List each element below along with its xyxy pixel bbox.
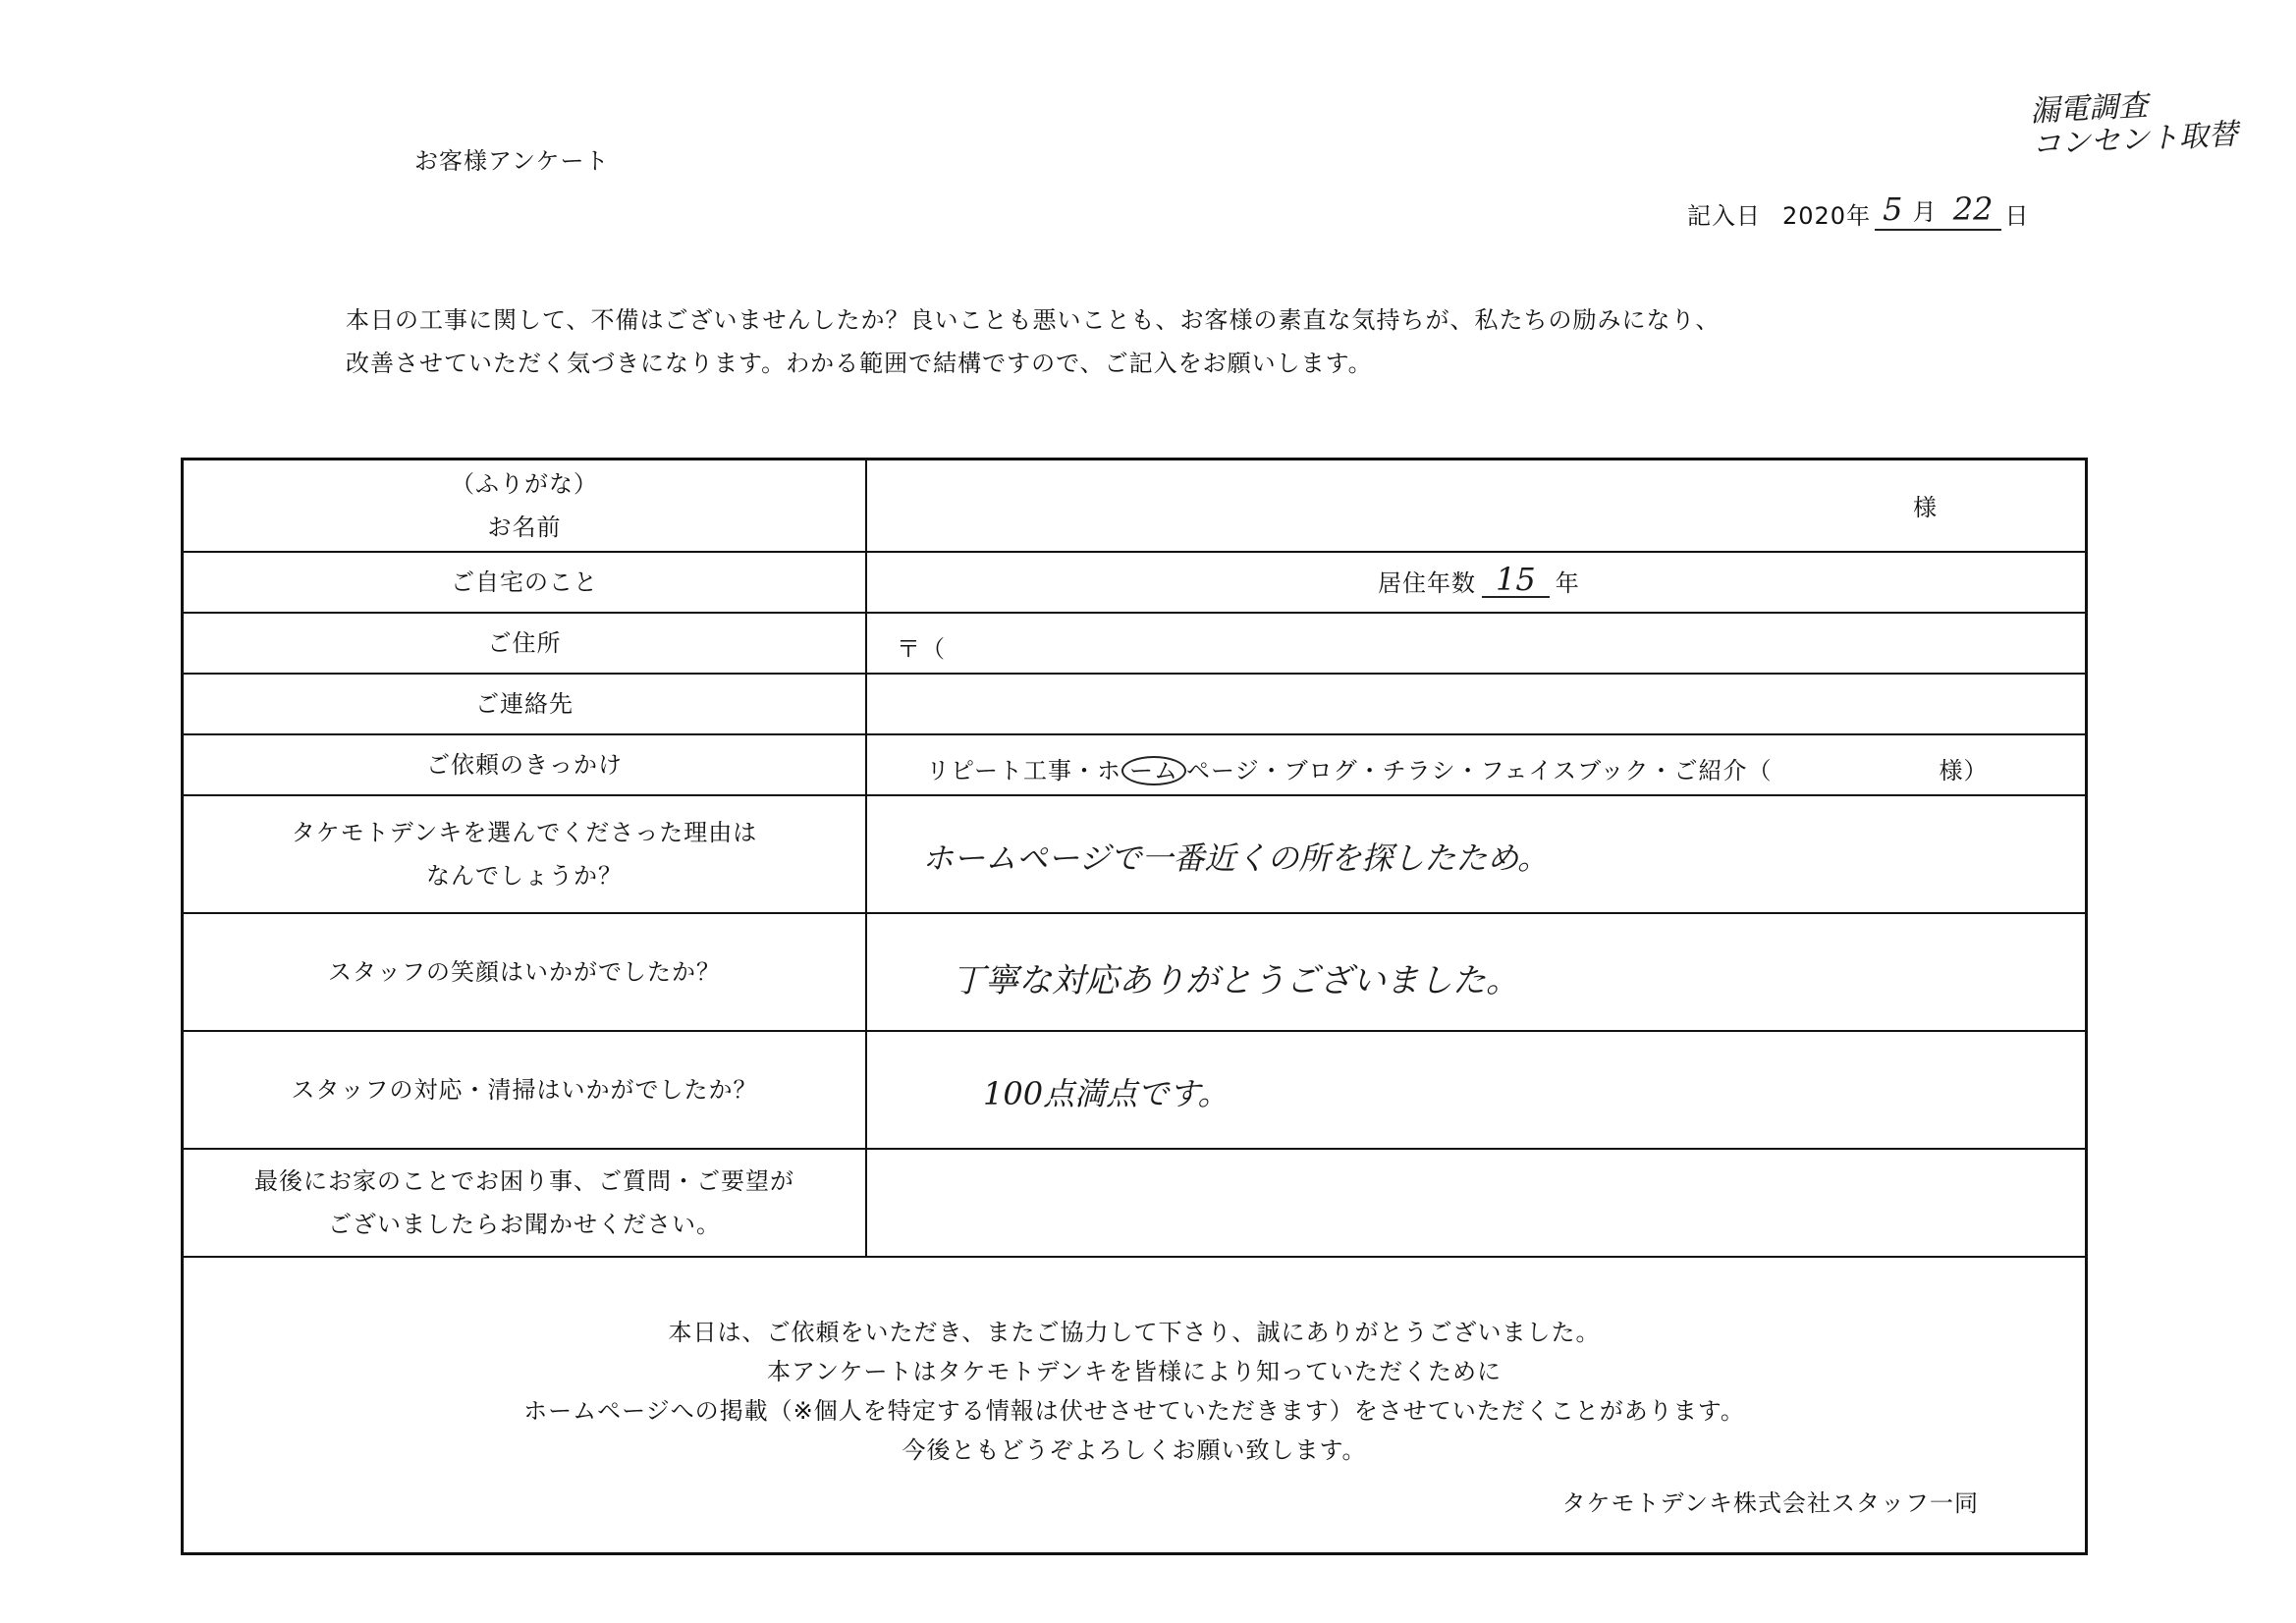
company-signature: タケモトデンキ株式会社スタッフ一同: [1561, 1489, 1979, 1517]
row-reason: [184, 796, 2085, 914]
closing-line-1: 本日は、ご依頼をいただき、またご協力して下さり、誠にありがとうございました。: [668, 1319, 1601, 1346]
label-reason-line-2: なんでしょうか？: [426, 862, 623, 890]
label-trigger-text: ご依頼のきっかけ: [426, 751, 623, 779]
memo-line-1: 漏電調査: [2029, 88, 2149, 130]
smile-answer: 丁寧な対応ありがとうございました。: [952, 961, 1519, 1001]
label-furigana: （ふりがな）: [451, 470, 598, 498]
postal-mark: 〒（: [897, 635, 946, 663]
date-day-value: 22: [1952, 190, 1994, 228]
date-month-field[interactable]: [1875, 192, 2000, 231]
survey-table: [181, 458, 2088, 1555]
years-unit: 年: [1555, 569, 1580, 597]
trigger-circled-option[interactable]: ーム: [1121, 756, 1186, 785]
trigger-options-after: ページ・ブログ・チラシ・フェイスブック・ご紹介（: [1186, 757, 1773, 784]
intro-line-2: 改善させていただく気づきになります。わかる範囲で結構ですので、ご記入をお願いします。: [346, 350, 1373, 377]
row-requests: [184, 1150, 2085, 1258]
intro-text: [346, 298, 1721, 385]
label-requests: [184, 1150, 867, 1256]
field-contact[interactable]: [867, 675, 2085, 733]
row-smile: [184, 914, 2085, 1032]
label-home-text: ご自宅のこと: [451, 568, 598, 596]
handwritten-memo: [2029, 85, 2238, 163]
date-day-unit: 日: [2004, 202, 2030, 230]
label-cleaning: [184, 1032, 867, 1148]
intro-line-1: 本日の工事に関して、不備はございませんしたか？良いことも悪いことも、お客様の素直な気持ちが、私たちの励みになり、: [346, 306, 1721, 334]
label-smile: [184, 914, 867, 1030]
row-cleaning: [184, 1032, 2085, 1150]
date-year: 2020年: [1782, 202, 1872, 230]
label-contact-text: ご連絡先: [475, 690, 574, 718]
field-requests[interactable]: [867, 1150, 2085, 1256]
label-reason: [184, 796, 867, 912]
label-requests-line-2: ございましたらお聞かせください。: [328, 1211, 721, 1238]
field-trigger[interactable]: [867, 735, 2085, 794]
label-trigger: [184, 735, 867, 794]
date-label: 記入日: [1687, 202, 1761, 230]
closing-text: [184, 1313, 2085, 1470]
label-address: [184, 614, 867, 673]
label-address-text: ご住所: [487, 629, 562, 657]
entry-date: [1687, 192, 2030, 231]
row-contact: [184, 675, 2085, 735]
memo-line-2: コンセント取替: [2031, 117, 2239, 163]
field-home[interactable]: [867, 553, 2085, 612]
years-value: 15: [1482, 563, 1550, 598]
row-home: [184, 553, 2085, 614]
label-contact: [184, 675, 867, 733]
residence-years: [1378, 563, 1580, 598]
closing-line-4: 今後ともどうぞよろしくお願い致します。: [902, 1436, 1367, 1464]
trigger-options-before: リピート工事・ホ: [926, 757, 1122, 784]
trigger-options-end: 様）: [1939, 757, 1989, 784]
label-requests-line-1: 最後にお家のことでお困り事、ご質問・ご要望が: [254, 1167, 794, 1195]
trigger-options: [926, 751, 1988, 785]
reason-answer: ホームページで一番近くの所を探したため。: [922, 839, 1550, 877]
closing-line-2: 本アンケートはタケモトデンキを皆様により知っていただくために: [766, 1358, 1503, 1385]
label-reason-line-1: タケモトデンキを選んでくださった理由は: [291, 819, 758, 846]
date-month-value: 5: [1883, 190, 1903, 228]
field-address[interactable]: [867, 614, 2085, 673]
row-trigger: [184, 735, 2085, 796]
row-name: [184, 460, 2085, 553]
name-suffix: 様: [1913, 494, 1938, 521]
field-name[interactable]: [867, 460, 2085, 551]
label-home: [184, 553, 867, 612]
row-address: [184, 614, 2085, 675]
closing-message: [184, 1258, 2085, 1552]
field-smile[interactable]: [867, 914, 2085, 1030]
label-name: [184, 460, 867, 551]
years-label: 居住年数: [1378, 569, 1476, 597]
closing-line-3: ホームページへの掲載（※個人を特定する情報は伏せさせていただきます）をさせていただくことがあります。: [523, 1397, 1745, 1425]
field-cleaning[interactable]: [867, 1032, 2085, 1148]
label-smile-text: スタッフの笑顔はいかがでしたか？: [328, 958, 721, 986]
cleaning-answer: 100点満点です。: [983, 1075, 1230, 1112]
date-month-unit: 月: [1912, 198, 1938, 226]
label-name-text: お名前: [487, 514, 562, 541]
document-title: お客様アンケート: [414, 147, 610, 175]
field-reason[interactable]: [867, 796, 2085, 912]
label-cleaning-text: スタッフの対応・清掃はいかがでしたか？: [291, 1076, 758, 1104]
